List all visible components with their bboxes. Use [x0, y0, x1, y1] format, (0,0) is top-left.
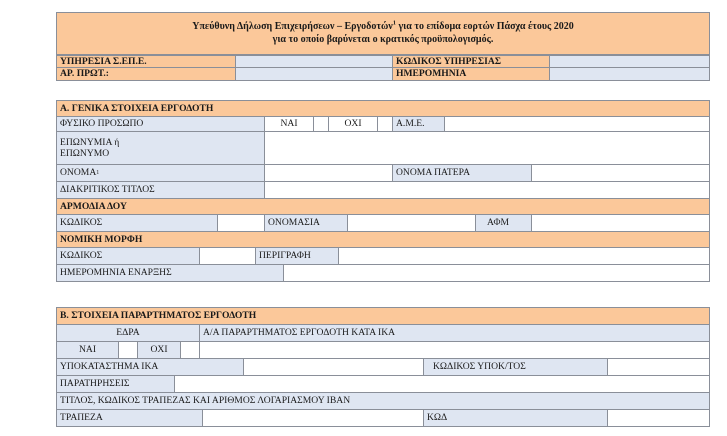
tax-office-code-field[interactable] — [217, 214, 265, 232]
bank-field[interactable] — [202, 409, 424, 427]
tax-office-name-label: ΟΝΟΜΑΣΙΑ — [264, 214, 348, 232]
start-date-label: ΗΜΕΡΟΜΗΝΙΑ ΕΝΑΡΞΗΣ — [56, 264, 284, 282]
seat-yes-label: ΝΑΙ — [56, 341, 119, 359]
bank-code-field[interactable] — [607, 409, 710, 427]
legal-form-code-label: ΚΩΔΙΚΟΣ — [56, 247, 200, 265]
natural-person-no-checkbox[interactable] — [377, 116, 393, 132]
branch-number-field[interactable] — [199, 341, 710, 359]
father-name-field[interactable] — [531, 164, 710, 182]
ame-field[interactable] — [444, 116, 710, 132]
father-name-label: ΟΝΟΜΑ ΠΑΤΕΡΑ — [392, 164, 532, 182]
bank-code-label: ΚΩΔ — [423, 409, 608, 427]
distinctive-title-label: ΔΙΑΚΡΙΤΙΚΟΣ ΤΙΤΛΟΣ — [56, 181, 265, 199]
afm-label: ΑΦΜ — [475, 214, 532, 232]
date-field[interactable] — [549, 67, 710, 81]
branch-code-field[interactable] — [607, 358, 710, 376]
section-a-title: Α. ΓΕΝΙΚΑ ΣΤΟΙΧΕΙΑ ΕΡΓΟΔΟΤΗ — [56, 100, 710, 117]
tax-office-name-field[interactable] — [347, 214, 476, 232]
form-title: Υπεύθυνη Δήλωση Επιχειρήσεων – Εργοδοτών$^1$ για το επίδομα εορτών Πάσχα έτους 2020 για το οποίο βαρύνεται ο κρατικός προϋπολογισμός. — [56, 12, 710, 55]
ika-branch-label: ΥΠΟΚΑΤΑΣΤΗΜΑ ΙΚΑ — [56, 358, 244, 376]
natural-person-no-label: ΟΧΙ — [328, 116, 378, 132]
natural-person-yes-label: ΝΑΙ — [264, 116, 314, 132]
legal-form-header: ΝΟΜΙΚΗ ΜΟΡΦΗ — [56, 231, 710, 248]
seat-no-label: ΟΧΙ — [137, 341, 181, 359]
branch-code-label: ΚΩΔΙΚΟΣ ΥΠΟΚ/ΤΟΣ — [423, 358, 608, 376]
afm-field[interactable] — [531, 214, 710, 232]
first-name-field[interactable] — [264, 164, 393, 182]
bank-info-label: ΤΙΤΛΟΣ, ΚΩΔΙΚΟΣ ΤΡΑΠΕΖΑΣ ΚΑΙ ΑΡΙΘΜΟΣ ΛΟΓΑΡΙΑΣΜΟΥ IBAN — [56, 392, 710, 410]
natural-person-label: ΦΥΣΙΚΟ ΠΡΟΣΩΠΟ — [56, 116, 265, 132]
tax-office-code-label: ΚΩΔΙΚΟΣ — [56, 214, 218, 232]
seat-yes-checkbox[interactable] — [118, 341, 138, 359]
distinctive-title-field[interactable] — [264, 181, 710, 199]
company-name-label: ΕΠΩΝΥΜΙΑ ή ΕΠΩΝΥΜΟ — [56, 131, 265, 165]
seat-no-checkbox[interactable] — [180, 341, 200, 359]
section-b-title: Β. ΣΤΟΙΧΕΙΑ ΠΑΡΑΡΤΗΜΑΤΟΣ ΕΡΓΟΔΟΤΗ — [56, 307, 710, 325]
bank-label: ΤΡΑΠΕΖΑ — [56, 409, 203, 427]
remarks-label: ΠΑΡΑΤΗΡΗΣΕΙΣ — [56, 375, 175, 393]
first-name-label: ΟΝΟΜΑ 1 — [56, 164, 265, 182]
legal-form-description-label: ΠΕΡΙΓΡΑΦΗ — [255, 247, 339, 265]
legal-form-code-field[interactable] — [199, 247, 256, 265]
ika-branch-field[interactable] — [243, 358, 424, 376]
ame-label: Α.Μ.Ε. — [392, 116, 445, 132]
date-label: ΗΜΕΡΟΜΗΝΙΑ — [392, 67, 550, 81]
service-code-label: ΚΩΔΙΚΟΣ ΥΠΗΡΕΣΙΑΣ — [392, 55, 550, 68]
branch-number-label: Α/Α ΠΑΡΑΡΤΗΜΑΤΟΣ ΕΡΓΟΔΟΤΗ ΚΑΤΑ ΙΚΑ — [199, 324, 710, 342]
legal-form-description-field[interactable] — [338, 247, 710, 265]
protocol-field[interactable] — [235, 67, 393, 81]
company-name-field[interactable] — [264, 131, 710, 165]
tax-office-header: ΑΡΜΟΔΙΑ ΔΟΥ — [56, 198, 710, 215]
remarks-field[interactable] — [174, 375, 710, 393]
service-label: ΥΠΗΡΕΣΙΑ Σ.ΕΠ.Ε. — [56, 55, 236, 68]
protocol-label: ΑΡ. ΠΡΩΤ.: — [56, 67, 236, 81]
start-date-field[interactable] — [283, 264, 710, 282]
seat-label: ΕΔΡΑ — [56, 324, 200, 342]
natural-person-yes-checkbox[interactable] — [313, 116, 329, 132]
